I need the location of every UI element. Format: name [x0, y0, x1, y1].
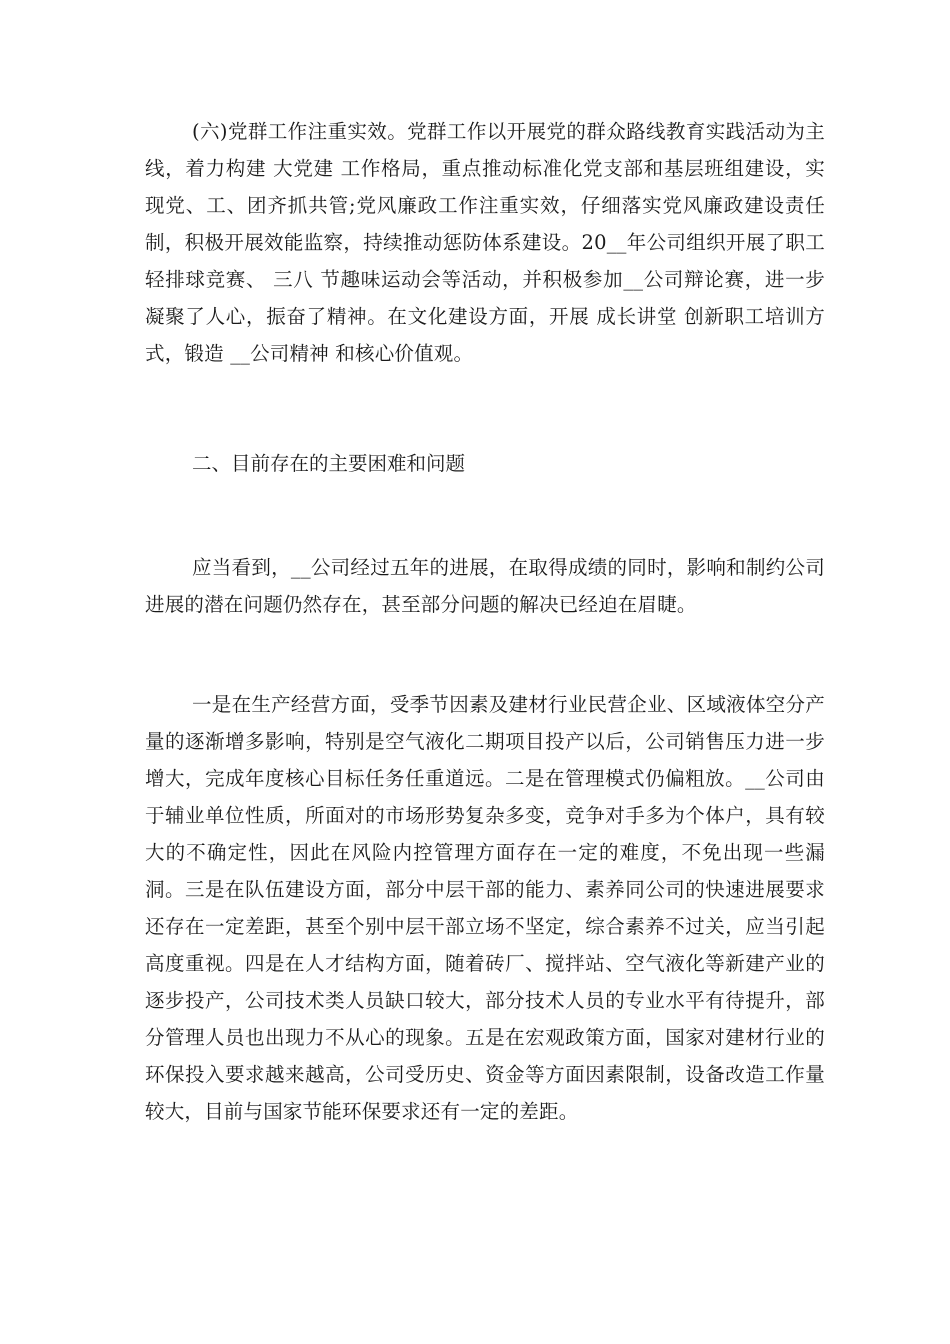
- paragraph-problem-list: 一是在生产经营方面，受季节因素及建材行业民营企业、区域液体空分产量的逐渐增多影响，特别是空气液化二期项目投产以后，公司销售压力进一步增大，完成年度核心目标任务任重道远。二是在管理模式仍偏粗放。__公司由于辅业单位性质，所面对的市场形势复杂多变，竞争对手多为个体户，具有较大的不确定性，因此在风险内控管理方面存在一定的难度，不免出现一些漏洞。三是在队伍建设方面，部分中层干部的能力、素养同公司的快速进展要求还存在一定差距，甚至个别中层干部立场不坚定，综合素养不过关，应当引起高度重视。四是在人才结构方面，随着砖厂、搅拌站、空气液化等新建产业的逐步投产，公司技术类人员缺口较大，部分技术人员的专业水平有待提升，部分管理人员也出现力不从心的现象。五是在宏观政策方面，国家对建材行业的环保投入要求越来越高，公司受历史、资金等方面因素限制，设备改造工作量较大，目前与国家节能环保要求还有一定的差距。: [145, 693, 825, 1123]
- paragraph-intro-problems: 应当看到，__公司经过五年的进展，在取得成绩的同时，影响和制约公司进展的潜在问题仍然存在，甚至部分问题的解决已经迫在眉睫。: [145, 556, 825, 616]
- paragraph-party-work: (六)党群工作注重实效。党群工作以开展党的群众路线教育实践活动为主线，着力构建 大党建 工作格局，重点推动标准化党支部和基层班组建设，实现党、工、团齐抓共管;党风廉政工作注重实效，仔细落实党风廉政建设责任制，积极开展效能监察，持续推动惩防体系建设。20__年公司组织开展了职工轻排球竞赛、 三八 节趣味运动会等活动，并积极参加__公司辩论赛，进一步凝聚了人心，振奋了精神。在文化建设方面，开展 成长讲堂 创新职工培训方式，锻造 __公司精神 和核心价值观。: [145, 120, 825, 365]
- section-heading: 二、目前存在的主要困难和问题: [192, 452, 466, 475]
